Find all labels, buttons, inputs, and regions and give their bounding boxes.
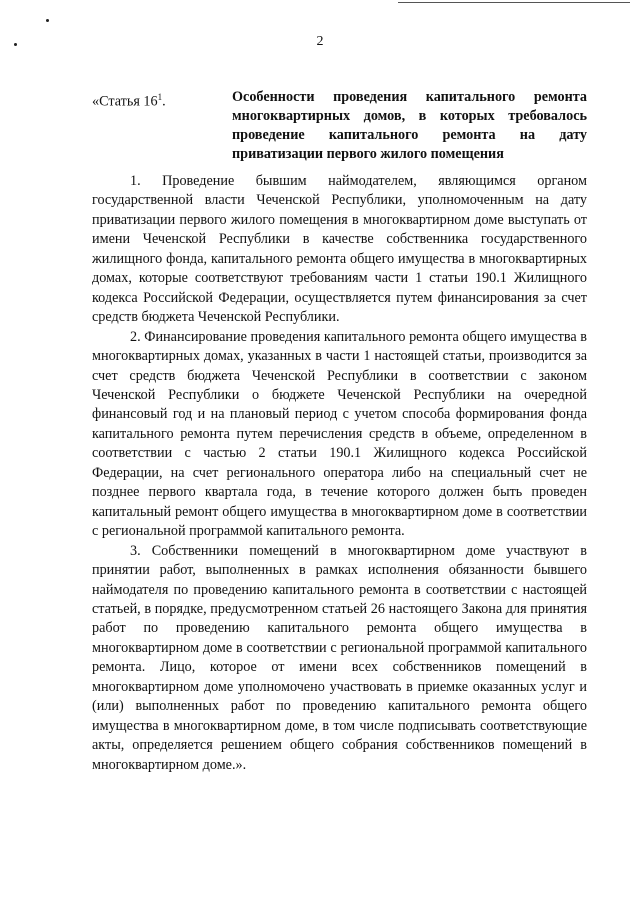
page-number: 2: [316, 34, 324, 49]
article-suffix: .: [162, 93, 166, 110]
paragraph-2: 2. Финансирование проведения капитального ремонта общего имущества в многоквартирных домах, указанных в части 1 настоящей статьи, производится за счет средств бюджета Чеченской Республики в соответствии с законом Чеченской Республики о бюджете Чеченской Республики на очередной финансовый год и на плановый период с учетом способа формирования фонда капитального ремонта путем перечисления средств в объеме, определенном в соответствии с частью 2 статьи 190.1 Жилищного кодекса Российской Федерации, на счет регионального оператора либо на специальный счет не позднее первого квартала года, в течение которого должен быть проведен капитальный ремонт общего имущества в многоквартирном доме в соответствии с региональной программой капитального ремонта.: [92, 328, 587, 540]
article-heading: [92, 88, 587, 164]
article-body: [92, 172, 587, 775]
article-superscript: 1: [157, 92, 163, 102]
article-title: Особенности проведения капитального ремонта многоквартирных домов, в которых требовалось проведение капитального ремонта на дату приватизации первого жилого помещения: [232, 89, 587, 162]
top-rule: [398, 2, 630, 3]
article-prefix: «Статья 16: [92, 93, 158, 110]
paragraph-1: 1. Проведение бывшим наймодателем, являющимся органом государственной власти Чеченской Республики, уполномоченным на дату приватизации первого жилого помещения в многоквартирном доме выступать от имени Чеченской Республики в качестве собственника государственного жилищного фонда, капитального ремонта общего имущества в многоквартирных домах, которые соответствуют требованиям части 1 статьи 190.1 Жилищного кодекса Российской Федерации, осуществляется путем финансирования за счет средств бюджета Чеченской Республики.: [92, 173, 587, 326]
article-number: [92, 88, 232, 164]
paragraph-3: 3. Собственники помещений в многоквартирном доме участвуют в принятии работ, выполненных в рамках исполнения обязанности бывшего наймодателя по проведению капитального ремонта в соответствии с настоящей статьей, в порядке, предусмотренном статьей 26 настоящего Закона для принятия работ по проведению капитального ремонта общего имущества в многоквартирном доме в соответствии с региональной программой капитального ремонта. Лицо, которое от имени всех собственников помещений в многоквартирном доме уполномочено участвовать в приемке оказанных услуг и (или) выполненных работ по проведению капитального ремонта общего имущества в многоквартирном доме, в том числе подписывать соответствующие акты, определяется решением общего собрания собственников помещений в многоквартирном доме.».: [92, 542, 587, 773]
scan-dot: [46, 19, 49, 22]
